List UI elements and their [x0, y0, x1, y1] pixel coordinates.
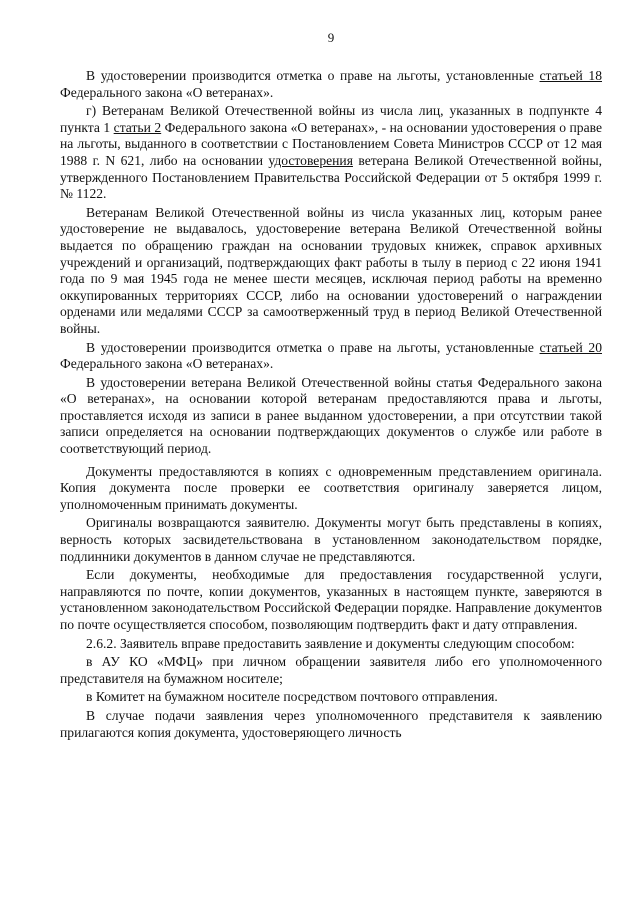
paragraph [60, 68, 602, 101]
paragraph-text: Если документы, необходимые для предоставления государственной услуги, направляются по почте, копии документов, указанных в настоящем пункте, заверяются в установленном законодательством Российской Федерации порядке. Направление документов по почте осуществляется способом, позволяющим подтвердить факт и дату отправления. [60, 567, 602, 632]
paragraph [60, 464, 602, 514]
paragraph [60, 103, 602, 203]
paragraph-text: г) Ветеранам Великой Отечественной войны из числа лиц, указанных в подпункте 4 пункта 1 [60, 103, 602, 135]
law-reference-link[interactable]: статьей 20 [539, 339, 602, 355]
paragraph-text: Федерального закона «О ветеранах». [60, 84, 274, 100]
paragraph [60, 205, 602, 338]
paragraph-text: Документы предоставляются в копиях с одновременным представлением оригинала. Копия документа после проверки ее соответствия оригиналу заверяется лицом, уполномоченным принимать документы. [60, 463, 602, 512]
paragraph-text: В удостоверении производится отметка о праве на льготы, установленные [86, 339, 540, 355]
paragraph-text: в АУ КО «МФЦ» при личном обращении заявителя либо его уполномоченного представителя на бумажном носителе; [60, 654, 602, 686]
paragraph [60, 689, 602, 706]
paragraph-text: Федерального закона «О ветеранах», - на основании удостоверения о праве на льготы, выданного в соответствии с Постановлением Совета Министров СССР от 12 мая 1988 г. N 621, либо на основании [60, 119, 602, 168]
paragraph-text: Оригиналы возвращаются заявителю. Документы могут быть представлены в копиях, верность которых засвидетельствована в установленном законодательством порядке, подлинники документов в данном случае не представляются. [60, 515, 602, 564]
paragraph [60, 375, 602, 458]
law-reference-link[interactable]: статьей 18 [539, 68, 602, 83]
paragraph-text: В удостоверении производится отметка о праве на льготы, установленные [86, 68, 540, 83]
paragraph [60, 708, 602, 741]
paragraph-text: 2.6.2. Заявитель вправе предоставить заявление и документы следующим способом: [86, 635, 575, 651]
paragraph [60, 340, 602, 373]
paragraph [60, 567, 602, 633]
paragraph [60, 515, 602, 565]
paragraph [60, 636, 602, 653]
paragraph [60, 654, 602, 687]
law-reference-link[interactable]: удостоверения [268, 152, 353, 168]
paragraph-text: В удостоверении ветерана Великой Отечественной войны статья Федерального закона «О ветеранах», на основании которой ветеранам предоставляются права и льготы, проставляется исходя из записи в ранее выданном удостоверении, а при отсутствии такой записи определяется на основании подтверждающих документов о службе или работе в соответствующий период. [60, 374, 602, 457]
paragraph-text: Федерального закона «О ветеранах». [60, 356, 274, 372]
law-reference-link[interactable]: статьи 2 [113, 119, 162, 135]
document-body [60, 68, 602, 741]
paragraph-text: в Комитет на бумажном носителе посредством почтового отправления. [86, 689, 498, 705]
paragraph-text: Ветеранам Великой Отечественной войны из числа указанных лиц, которым ранее удостоверение не выдавалось, удостоверение ветерана Великой Отечественной войны выдается по обращению граждан на основании трудовых книжек, справок архивных учреждений и организаций, подтверждающих факт работы в тылу в период с 22 июня 1941 года по 9 мая 1945 года не менее шести месяцев, исключая период работы на временно оккупированных территориях СССР, либо на основании удостоверений о награждении орденами или медалями СССР за самоотверженный труд в период Великой Отечественной войны. [60, 204, 602, 336]
paragraph-text: В случае подачи заявления через уполномоченного представителя к заявлению прилагаются копия документа, удостоверяющего личность [60, 707, 602, 740]
page-number: 9 [327, 30, 335, 45]
paragraph-text: ветерана Великой Отечественной войны, утвержденного Постановлением Правительства Российской Федерации от 5 октября 1999 г. № 1122. [60, 152, 602, 202]
